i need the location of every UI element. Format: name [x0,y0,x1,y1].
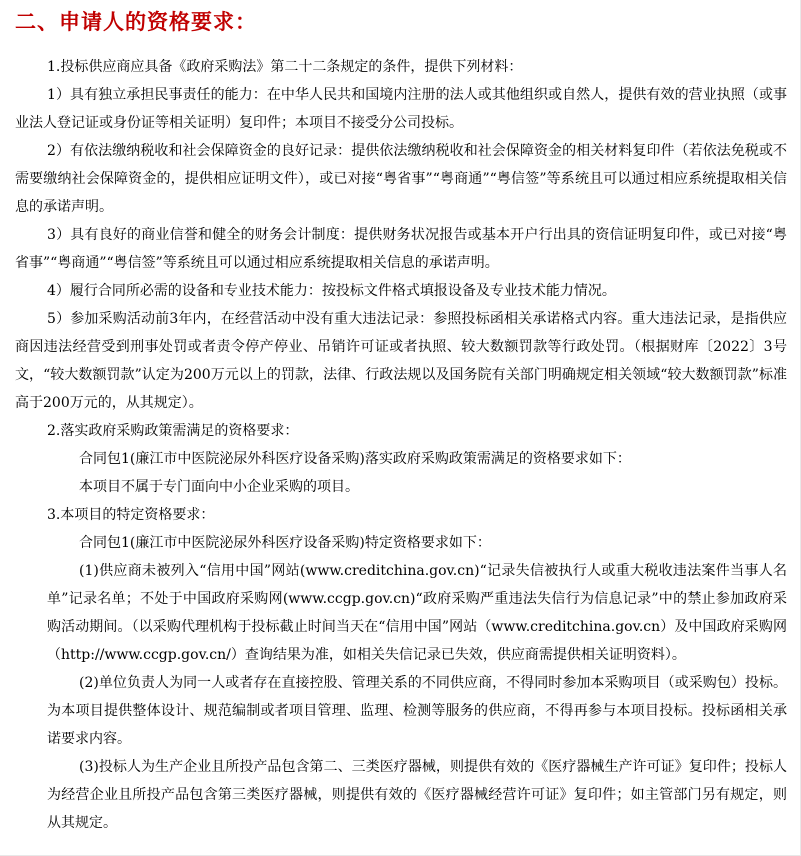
paragraph: (3)投标人为生产企业且所投产品包含第二、三类医疗器械，则提供有效的《医疗器械生产许可证》复印件；投标人为经营企业且所投产品包含第三类医疗器械，则提供有效的《医疗器械经营许可证》复印件；如主管部门另有规定，则从其规定。 [47,759,787,831]
paragraph: 2）有依法缴纳税收和社会保障资金的良好记录：提供依法缴纳税收和社会保障资金的相关材料复印件（若依法免税或不需要缴纳社会保障资金的，提供相应证明文件），或已对接“粤省事”“粤商通”“粤信签”等系统且可以通过相应系统提取相关信息的承诺声明。 [15,143,787,215]
paragraph: (1)供应商未被列入“信用中国”网站(www.creditchina.gov.cn)“记录失信被执行人或重大税收违法案件当事人名单”记录名单；不处于中国政府采购网(www.ccgp.gov.cn)“政府采购严重违法失信行为信息记录”中的禁止参加政府采购活动期间。（以采购代理机构于投标截止时间当天在“信用中国”网站（www.creditchina.gov.cn）及中国政府采购网（http://www.ccgp.gov.cn/）查询结果为准，如相关失信记录已失效，供应商需提供相关证明资料）。 [47,563,787,663]
paragraph: 1.投标供应商应具备《政府采购法》第二十二条规定的条件，提供下列材料： [47,59,523,75]
paragraph: 合同包1(廉江市中医院泌尿外科医疗设备采购)特定资格要求如下： [79,535,491,551]
paragraph: 5）参加采购活动前3年内，在经营活动中没有重大违法记录：参照投标函相关承诺格式内容。重大违法记录，是指供应商因违法经营受到刑事处罚或者责令停产停业、吊销许可证或者执照、较大数额罚款等行政处罚。（根据财库〔2022〕3号文，“较大数额罚款”认定为200万元以上的罚款，法律、行政法规以及国务院有关部门明确规定相关领域“较大数额罚款”标准高于200万元的，从其规定）。 [15,311,787,411]
paragraph: 本项目不属于专门面向中小企业采购的项目。 [79,479,359,495]
paragraph: 2.落实政府采购政策需满足的资格要求： [47,423,299,439]
section-heading: 二、申请人的资格要求： [15,10,257,34]
paragraph: 1）具有独立承担民事责任的能力：在中华人民共和国境内注册的法人或其他组织或自然人，提供有效的营业执照（或事业法人登记证或身份证等相关证明）复印件；本项目不接受分公司投标。 [15,87,787,131]
paragraph-list [15,53,787,837]
paragraph: (2)单位负责人为同一人或者存在直接控股、管理关系的不同供应商，不得同时参加本采购项目（或采购包）投标。为本项目提供整体设计、规范编制或者项目管理、监理、检测等服务的供应商，不得再参与本项目投标。投标函相关承诺要求内容。 [47,675,787,747]
paragraph: 合同包1(廉江市中医院泌尿外科医疗设备采购)落实政府采购政策需满足的资格要求如下： [79,451,631,467]
paragraph: 3）具有良好的商业信誉和健全的财务会计制度：提供财务状况报告或基本开户行出具的资信证明复印件，或已对接“粤省事”“粤商通”“粤信签”等系统且可以通过相应系统提取相关信息的承诺声明。 [15,227,787,271]
paragraph: 4）履行合同所必需的设备和专业技术能力：按投标文件格式填报设备及专业技术能力情况。 [47,283,616,299]
paragraph: 3.本项目的特定资格要求： [47,507,215,523]
